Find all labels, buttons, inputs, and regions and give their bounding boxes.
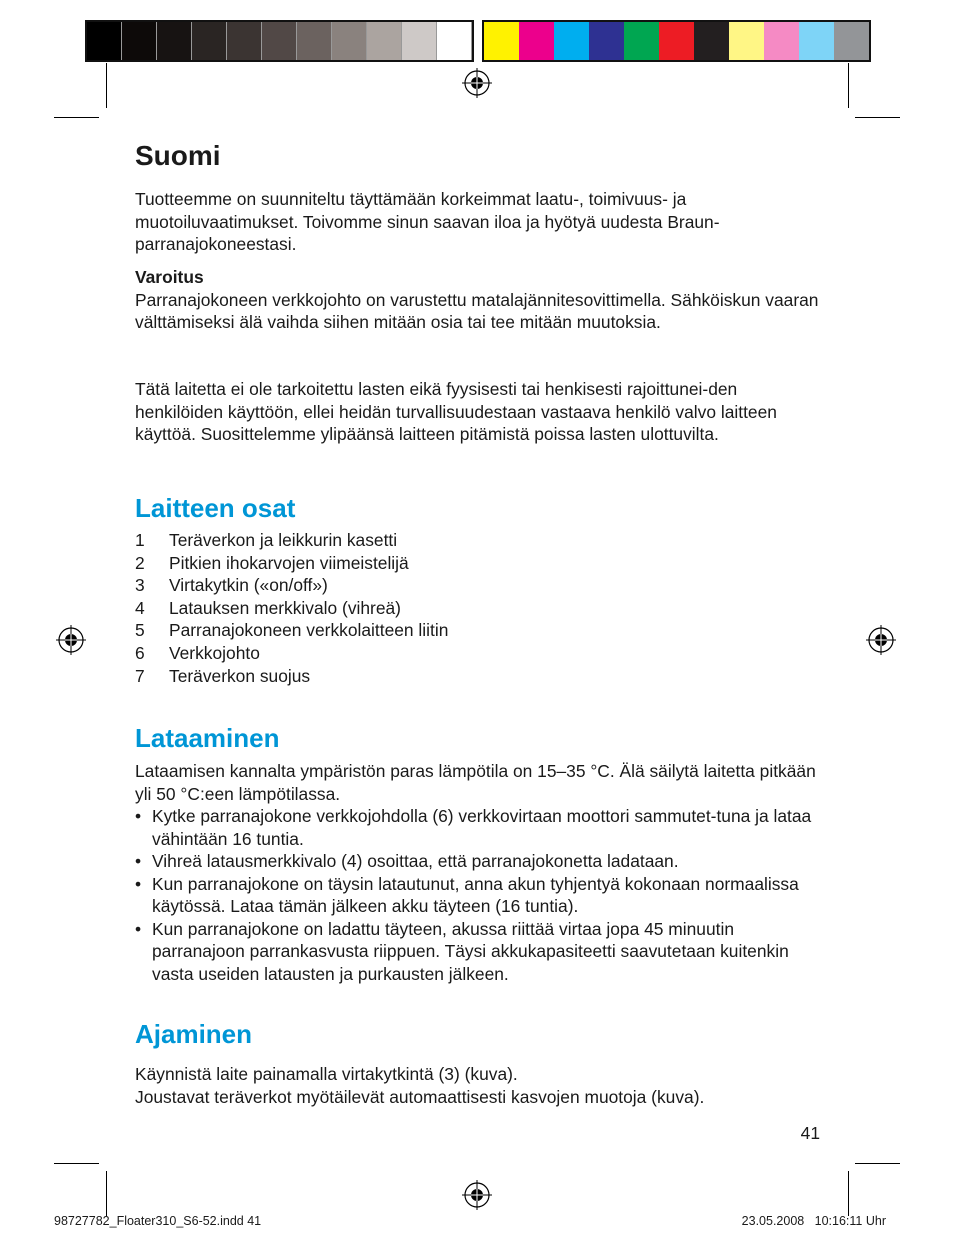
list-item: 2 Pitkien ihokarvojen viimeistelijä <box>135 552 409 573</box>
list-item: 1 Teräverkon ja leikkurin kasetti <box>135 530 398 550</box>
list-item: • Kun parranajokone on ladattu täyteen, akussa riittää virtaa jopa 45 minuutin parranajoon parrankasvusta riippuen. Täysi akkukapasiteetti saavutetaan kuitenkin vasta useiden latausten ja purkausten jälkeen. <box>135 918 789 984</box>
crop-mark <box>106 63 107 108</box>
section-heading-parts: Laitteen osat <box>135 493 296 523</box>
color-swatch <box>834 22 869 60</box>
crop-mark <box>848 1171 849 1216</box>
color-swatch <box>659 22 694 60</box>
warning-paragraph: Parranajokoneen verkkojohto on varustettu matalajännitesovittimella. Sähköiskun vaaran välttämiseksi älä vaihda siihen mitään osia tai tee mitään muutoksia. <box>135 289 819 332</box>
registration-target-icon <box>462 1180 492 1210</box>
color-swatch <box>402 22 437 60</box>
list-item: 3 Virtakytkin («on/off») <box>135 575 328 596</box>
color-swatch <box>437 22 472 60</box>
crop-mark <box>848 63 849 108</box>
crop-mark <box>855 1163 900 1164</box>
gray-calibration-bar <box>85 20 474 62</box>
footer-filename: 98727782_Floater310_S6-52.indd 41 <box>54 1214 262 1228</box>
color-swatch <box>589 22 624 60</box>
color-swatch <box>624 22 659 60</box>
charging-intro: Lataamisen kannalta ympäristön paras lämpötila on 15–35 °C. Älä säilytä laitetta pitkään yli 50 °C:een lämpötilassa. <box>135 761 816 804</box>
list-item: 5 Parranajokoneen verkkolaitteen liitin <box>135 620 449 641</box>
registration-target-icon <box>866 625 896 655</box>
crop-mark <box>54 117 99 118</box>
page-title: Suomi <box>135 140 221 171</box>
list-item: • Kun parranajokone on täysin latautunut, anna akun tyhjentyä kokonaan normaalissa käytössä. Lataa tämän jälkeen akku täyteen (16 tuntia). <box>135 873 799 916</box>
color-swatch <box>192 22 227 60</box>
color-swatch <box>227 22 262 60</box>
list-item: • Kytke parranajokone verkkojohdolla (6) verkkovirtaan moottori sammutet-tuna ja lataa vähintään 16 tuntia. <box>135 806 812 849</box>
color-swatch <box>694 22 729 60</box>
warning-heading: Varoitus <box>135 267 204 287</box>
crop-mark <box>855 117 900 118</box>
color-swatch <box>367 22 402 60</box>
color-swatch <box>157 22 192 60</box>
color-swatch <box>799 22 834 60</box>
color-swatch <box>519 22 554 60</box>
crop-mark <box>106 1171 107 1216</box>
color-swatch <box>122 22 157 60</box>
crop-mark <box>54 1163 99 1164</box>
shaving-line-1: Käynnistä laite painamalla virtakytkintä (3) (kuva). <box>135 1064 518 1084</box>
footer-timestamp: 23.05.2008 10:16:11 Uhr <box>741 1214 886 1228</box>
color-swatch <box>764 22 799 60</box>
color-swatch <box>87 22 122 60</box>
parts-list <box>135 529 825 687</box>
section-heading-shaving: Ajaminen <box>135 1019 253 1049</box>
section-heading-charging: Lataaminen <box>135 723 280 753</box>
color-calibration-bar <box>482 20 871 62</box>
page-number: 41 <box>800 1123 820 1143</box>
list-item: 6 Verkkojohto <box>135 642 260 663</box>
shaving-line-2: Joustavat teräverkot myötäilevät automaattisesti kasvojen muotoja (kuva). <box>135 1086 705 1107</box>
charging-bullets <box>135 805 825 985</box>
color-swatch <box>729 22 764 60</box>
color-swatch <box>484 22 519 60</box>
list-item: 7 Teräverkon suojus <box>135 665 311 686</box>
registration-target-icon <box>462 68 492 98</box>
registration-target-icon <box>56 625 86 655</box>
color-swatch <box>332 22 367 60</box>
child-safety-paragraph: Tätä laitetta ei ole tarkoitettu lasten eikä fyysisesti tai henkisesti rajoittunei-den henkilöiden käyttöön, ellei heidän turvallisuudestaan vastaava henkilö valvo laitteen käyttöä. Suosittelemme ylipäänsä laitteen pitämistä poissa lasten ulottuvilta. <box>135 379 777 444</box>
list-item: • Vihreä latausmerkkivalo (4) osoittaa, että parranajokonetta ladataan. <box>135 851 679 871</box>
color-swatch <box>297 22 332 60</box>
list-item: 4 Latauksen merkkivalo (vihreä) <box>135 597 401 618</box>
color-swatch <box>554 22 589 60</box>
intro-paragraph: Tuotteemme on suunniteltu täyttämään korkeimmat laatu-, toimivuus- ja muotoiluvaatimukset. Toivomme sinun saavan iloa ja hyötyä uudesta Braun-parranajokoneestasi. <box>135 189 720 254</box>
color-swatch <box>262 22 297 60</box>
